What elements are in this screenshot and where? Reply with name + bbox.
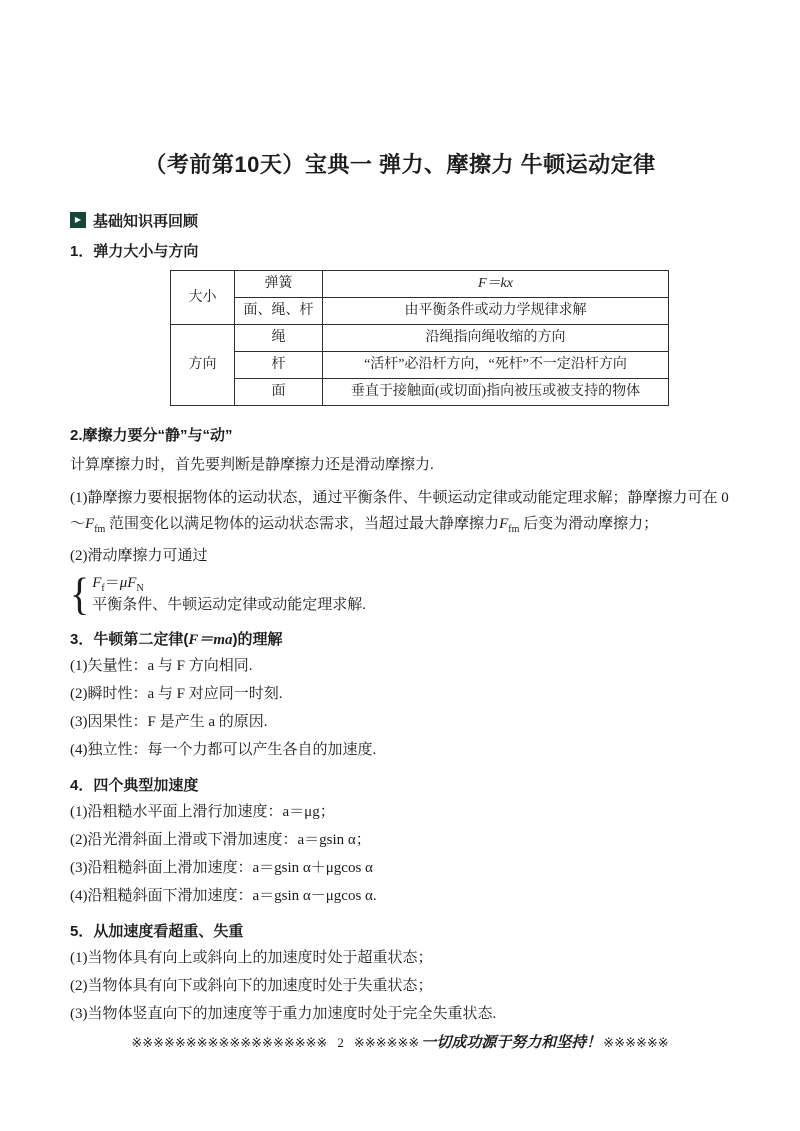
heading-text: 3．牛顿第二定律( [70,631,189,648]
page-number: 2 [337,1035,344,1050]
page-title: （考前第10天）宝典一 弹力、摩擦力 牛顿运动定律 [144,152,656,177]
list-item: (1)矢量性：a 与 F 方向相同. [70,658,253,674]
math-subscript: fm [94,524,106,535]
table-cell-type: 弹簧 [235,271,323,298]
equals-sign: ＝ [104,575,120,591]
math-variable: F [499,516,509,532]
paragraph-text: (1)静摩擦力要根据物体的运动状态，通过平衡条件、牛顿运动定律或动能定理求解；静摩擦力可在 0～ [70,490,729,532]
section-banner [70,210,730,230]
section-banner-label: 基础知识再回顾 [93,212,199,230]
math-variable: μF [119,575,137,591]
sliding-friction-formula [70,567,730,620]
friction-intro: 计算摩擦力时，首先要判断是静摩擦力还是滑动摩擦力. [70,457,434,473]
table-cell-type: 面、绳、杆 [235,298,323,325]
heading-text: )的理解 [232,631,283,648]
list-item: (2)沿光滑斜面上滑或下滑加速度：a＝gsin α； [70,832,371,848]
table-cell-desc: 由平衡条件或动力学规律求解 [323,298,669,325]
section-3-heading [70,630,730,650]
section-4-heading: 4．四个典型加速度 [70,777,199,794]
left-brace: { [70,567,90,620]
table-row [171,379,669,406]
table-cell-type: 绳 [235,325,323,352]
footer-right-group [354,1034,669,1052]
section-1-heading: 1．弹力大小与方向 [70,243,199,260]
list-item: (2)瞬时性：a 与 F 对应同一时刻. [70,686,283,702]
table-cell-group: 方向 [171,325,235,406]
footer-slogan: 一切成功源于努力和坚持！ [421,1035,602,1051]
formula-line-2: 平衡条件、牛顿运动定律或动能定理求解. [92,597,366,613]
list-item: (3)沿粗糙斜面上滑加速度：a＝gsin α＋μgcos α [70,860,373,876]
list-item: (3)因果性：F 是产生 a 的原因. [70,714,268,730]
math-subscript: N [136,583,144,594]
math-variable: F [92,575,102,591]
table-cell-desc: 沿绳指向绳收缩的方向 [323,325,669,352]
table-row [171,352,669,379]
table-row [171,325,669,352]
table-cell-group: 大小 [171,271,235,325]
footer-stars-left: ※※※※※※※※※※※※※※※※※※ [131,1035,328,1050]
list-item: (4)独立性：每一个力都可以产生各自的加速度. [70,742,377,758]
section-5-heading: 5．从加速度看超重、失重 [70,923,244,940]
heading-math: F＝ma [188,632,233,648]
table-cell-desc: “活杆”必沿杆方向，“死杆”不一定沿杆方向 [323,352,669,379]
table-cell-desc: F＝kx [323,271,669,298]
math-variable: F [85,516,95,532]
elastic-force-table [170,270,669,406]
formula-line-1 [92,572,366,594]
math-subscript: fm [508,524,520,535]
list-item: (2)当物体具有向下或斜向下的加速度时处于失重状态； [70,978,433,994]
static-friction-paragraph [70,485,730,537]
formula-lines [92,572,366,616]
section-2-heading: 2.摩擦力要分“静”与“动” [70,427,233,444]
paragraph-text: 后变为滑动摩擦力； [519,516,659,532]
page-footer [0,1034,800,1052]
math-subscript: f [101,583,105,594]
list-item: (1)沿粗糙水平面上滑行加速度：a＝μg； [70,804,335,820]
table-row [171,298,669,325]
footer-stars-post: ※※※※※※ [603,1035,669,1050]
sliding-friction-lead: (2)滑动摩擦力可通过 [70,548,208,564]
footer-stars-pre: ※※※※※※ [353,1035,420,1050]
list-item: (4)沿粗糙斜面下滑加速度：a＝gsin α－μgcos α. [70,888,377,904]
play-icon: ▶ [70,212,86,228]
list-item: (1)当物体具有向上或斜向上的加速度时处于超重状态； [70,950,433,966]
table-row [171,271,669,298]
table-cell-desc: 垂直于接触面(或切面)指向被压或被支持的物体 [323,379,669,406]
table-cell-type: 杆 [235,352,323,379]
table-cell-type: 面 [235,379,323,406]
paragraph-text: 范围变化以满足物体的运动状态需求，当超过最大静摩擦力 [105,516,500,532]
list-item: (3)当物体竖直向下的加速度等于重力加速度时处于完全失重状态. [70,1006,497,1022]
